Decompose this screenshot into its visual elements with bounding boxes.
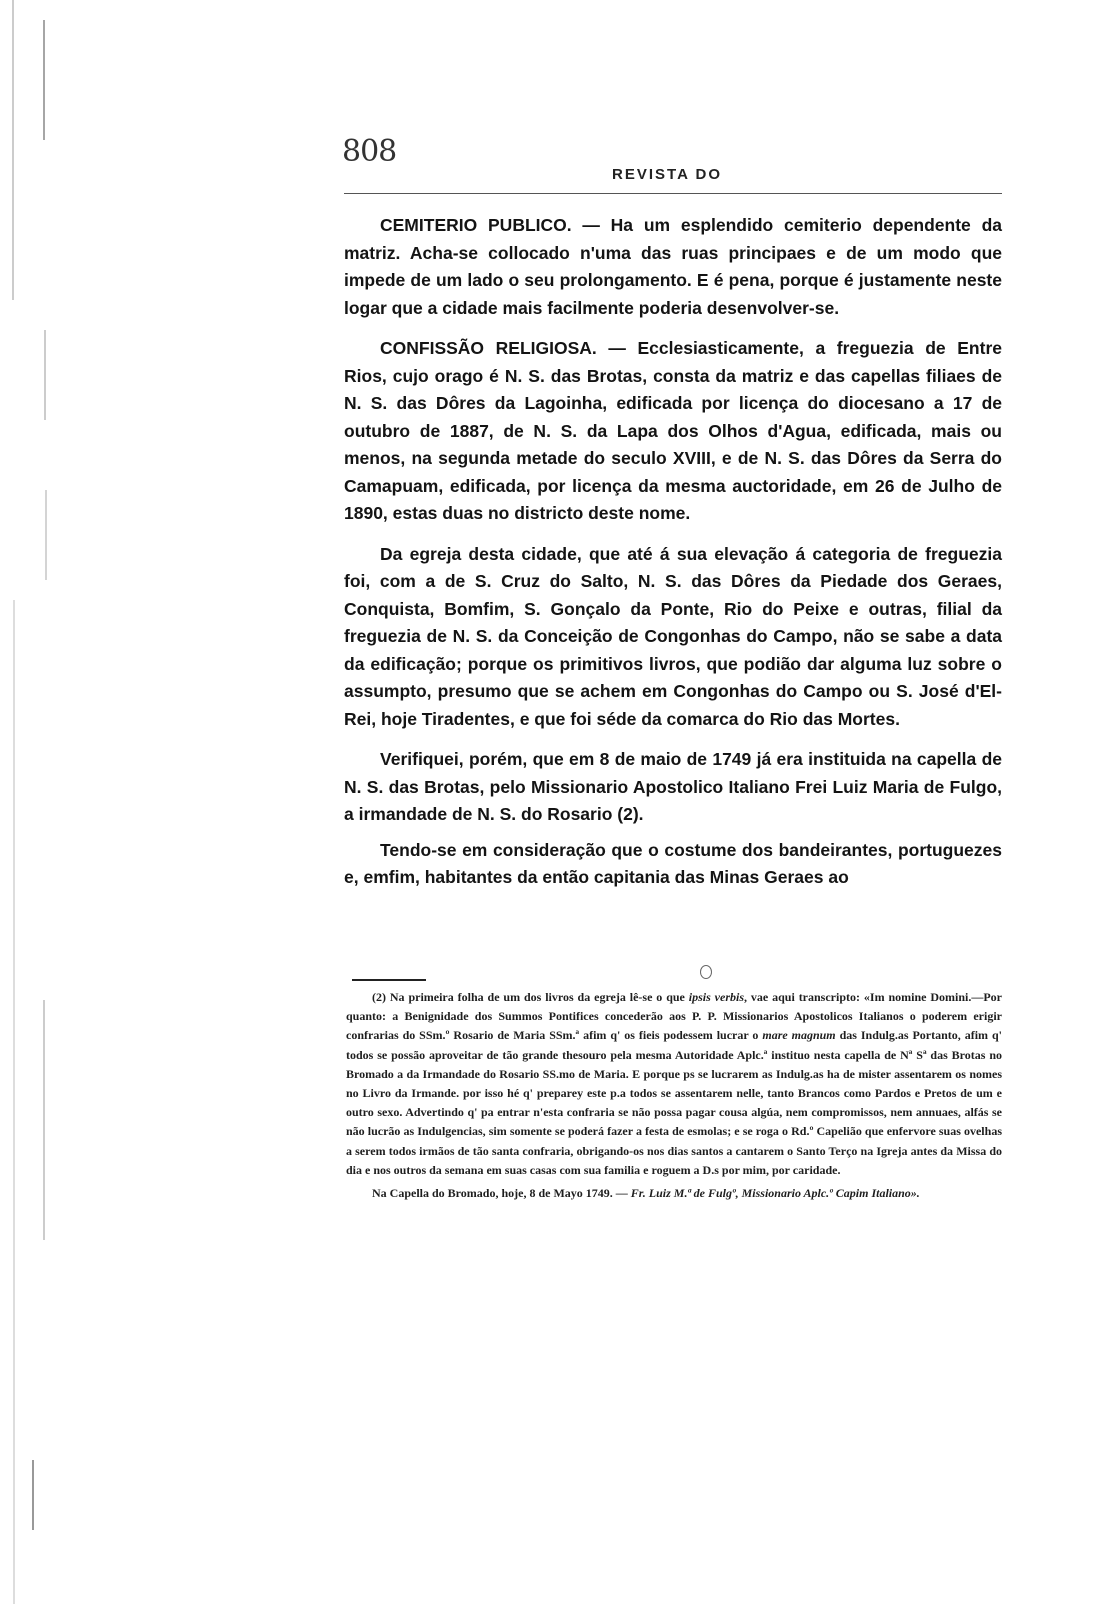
scan-edge-marks — [0, 0, 60, 1604]
footnote-text-b: das Indulg.as Portanto, afim q' todos se possão aproveitar de tão grande thesouro pela mesma Autoridade Aplc.ª instituo nesta capella de Nª Sª das Brotas no Bromado a da Irmandade do Rosario SS.mo de Maria. E porque ps se lucrarem as Indulg.as ha de mister assentarem os nomes no Livro da Irmande. por isso hé q' preparey este p.a todos se assentarem nelle, tanto Brancos como Pardos e Pretos de um e outro sexo. Advertindo q' pa entrar n'esta confraria se não possa pagar cousa algúa, nem compromissos, nem annuaes, alfás se não lucrão as Indulgencias, sim somente se poderá fazer a festa de esmolas; e se roga o Rd.º Capelião que enfervore suas ovelhas a serem todos irmãos de tão santa confraria, obrigando-os nos dias santos a cantarem o Santo Terço na Igreja antes da Missa do dia e nos outros da semana em suas casas com sua familia e roguem a D.s por mim, por caridade. — [346, 1028, 1002, 1177]
page-ornament — [700, 965, 712, 979]
running-header: REVISTA DO — [612, 166, 723, 183]
footnote-signature — [346, 1184, 1002, 1203]
footnote-italic-2: mare magnum — [762, 1028, 836, 1043]
body-text — [344, 212, 1002, 905]
footnote-closing-b: Fr. Luiz M.ª de Fulgº, Missionario Aplc.º Capim Italiano». — [630, 1186, 920, 1201]
header-rule — [344, 193, 1002, 194]
handwritten-page-number: 808 — [342, 134, 397, 169]
paragraph-confissao: CONFISSÃO RELIGIOSA. — Ecclesiasticamente, a freguezia de Entre Rios, cujo orago é N. S. das Brotas, consta da matriz e das capellas filiaes de N. S. das Dôres da Lagoinha, edificada por licença do diocesano a 17 de outubro de 1887, de N. S. da Lapa dos Olhos d'Agua, edificada, mais ou menos, na segunda metade do seculo XVIII, e de N. S. das Dôres da Serra do Camapuam, edificada, por licença da mesma auctoridade, em 26 de Julho de 1890, estas duas no districto deste nome. — [344, 338, 1002, 523]
footnote-text-a: , vae aqui transcripto: «Im nomine Domini.—Por quanto: a Benignidade dos Summos Pontifices concederão aos P. P. Missionarios Apostolicos Italianos o poderem erigir confrarias do SSm.º Rosario de Maria SSm.ª afim q' os fieis podessem lucrar o — [346, 990, 1003, 1043]
footnote-marker: (2) — [372, 990, 386, 1004]
footnote-italic-1: ipsis verbis — [688, 990, 745, 1004]
paragraph-tendo: Tendo-se em consideração que o costume dos bandeirantes, portuguezes e, emfim, habitantes da então capitania das Minas Geraes ao — [344, 839, 1002, 887]
footnote-rule — [352, 979, 426, 981]
footnote-lead: Na primeira folha de um dos livros da egreja lê-se o que — [389, 990, 685, 1004]
paragraph-egreja: Da egreja desta cidade, que até á sua elevação á categoria de freguezia foi, com a de S. Cruz do Salto, N. S. das Dôres da Piedade dos Geraes, Conquista, Bomfim, S. Gonçalo da Ponte, Rio do Peixe e outras, filial da freguezia de N. S. da Conceição de Congonhas do Campo, não se sabe a data da edificação; porque os primitivos livros, que podião dar alguma luz sobre o assumpto, presumo que se achem em Congonhas do Campo ou S. José d'El-Rei, hoje Tiradentes, e que foi séde da comarca do Rio das Mortes. — [344, 543, 1002, 729]
footnote-body — [346, 988, 1002, 1180]
footnote-closing-a: Na Capella do Bromado, hoje, 8 de Mayo 1749. — — [372, 1186, 628, 1201]
footnote — [346, 988, 1002, 1203]
paragraph-cemiterio: CEMITERIO PUBLICO. — Ha um esplendido cemiterio dependente da matriz. Acha-se collocado n'uma das ruas principaes e de um modo que impede de um lado o seu prolongamento. E é pena, porque é justamente neste logar que a cidade mais facilmente poderia desenvolver-se. — [344, 215, 1002, 318]
paragraph-verifiquei: Verifiquei, porém, que em 8 de maio de 1749 já era instituida na capella de N. S. das Brotas, pelo Missionario Apostolico Italiano Frei Luiz Maria de Fulgo, a irmandade de N. S. do Rosario (2). — [344, 749, 1002, 824]
